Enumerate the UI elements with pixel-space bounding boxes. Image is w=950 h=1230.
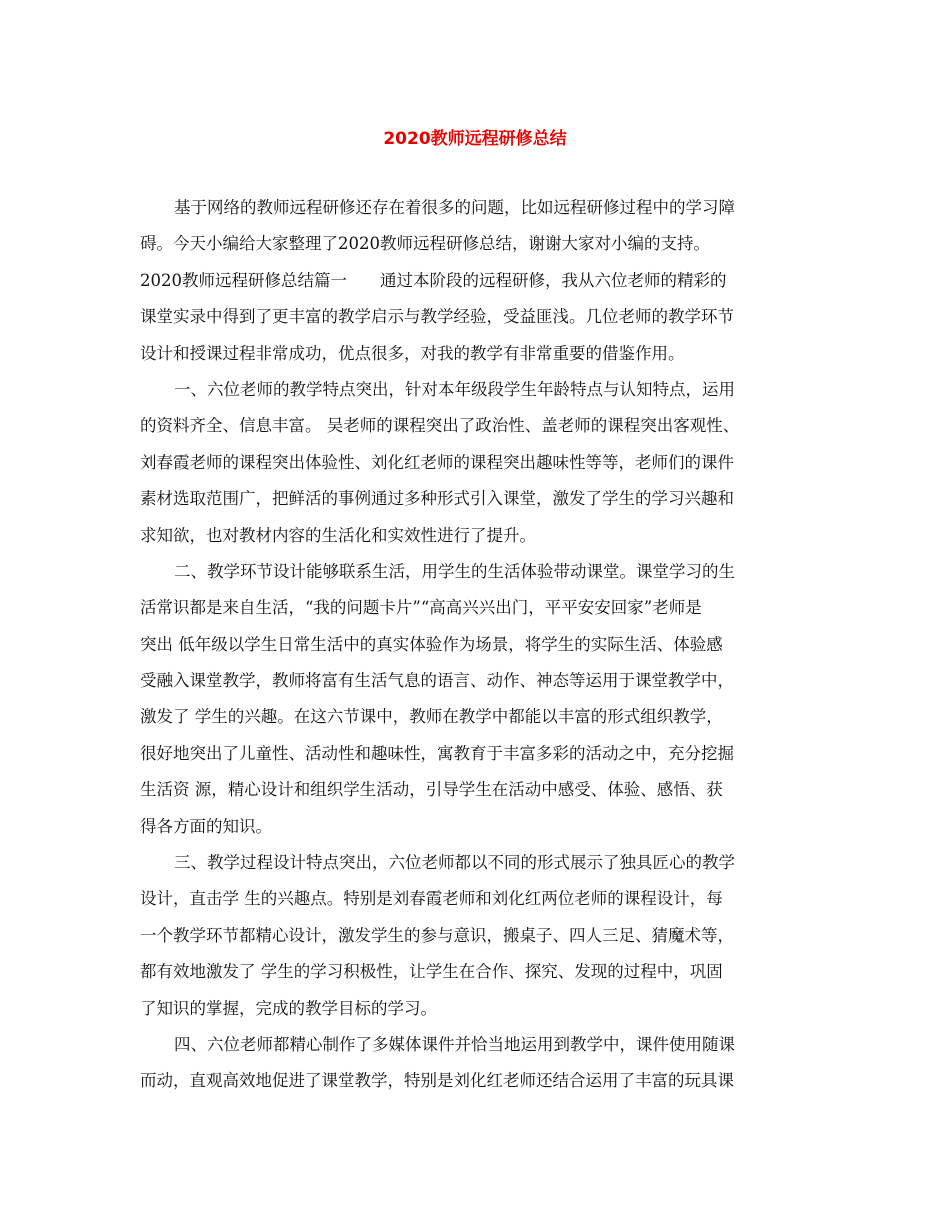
text-line: 激发了 学生的兴趣。在这六节课中，教师在教学中都能以丰富的形式组织教学， [140, 707, 723, 727]
text-line: 三、教学过程设计特点突出，六位老师都以不同的形式展示了独具匠心的教学 [174, 853, 735, 873]
text-line: 2020教师远程研修总结篇一 通过本阶段的远程研修，我从六位老师的精彩的 [140, 270, 727, 290]
text-line: 一个教学环节都精心设计，激发学生的参与意识，搬桌子、四人三足、猜魔术等， [140, 925, 734, 945]
text-line: 刘春霞老师的课程突出体验性、刘化红老师的课程突出趣味性等等，老师们的课件 [140, 452, 734, 472]
text-line: 的资料齐全、信息丰富。 吴老师的课程突出了政治性、盖老师的课程突出客观性、 [140, 416, 740, 436]
text-line: 四、六位老师都精心制作了多媒体课件并恰当地运用到教学中，课件使用随课 [174, 1034, 735, 1054]
text-line: 素材选取范围广，把鲜活的事例通过多种形式引入课堂，激发了学生的学习兴趣和 [140, 489, 734, 509]
text-line: 活常识都是来自生活，“我的问题卡片”“高高兴兴出门，平平安安回家”老师是 [140, 598, 702, 618]
document-body [140, 190, 820, 1100]
text-line: 突出 低年级以学生日常生活中的真实体验作为场景，将学生的实际生活、体验感 [140, 634, 723, 654]
text-line: 而动，直观高效地促进了课堂教学，特别是刘化红老师还结合运用了丰富的玩具课 [140, 1071, 734, 1091]
text-line: 设计和授课过程非常成功，优点很多，对我的教学有非常重要的借鉴作用。 [140, 343, 685, 363]
text-line: 都有效地激发了 学生的学习积极性，让学生在合作、探究、发现的过程中，巩固 [140, 962, 723, 982]
text-line: 很好地突出了儿童性、活动性和趣味性，寓教育于丰富多彩的活动之中，充分挖掘 [140, 743, 734, 763]
text-line: 得各方面的知识。 [140, 816, 272, 836]
document-title: 2020教师远程研修总结 [383, 129, 567, 149]
text-line: 二、教学环节设计能够联系生活，用学生的生活体验带动课堂。课堂学习的生 [174, 561, 735, 581]
text-line: 一、六位老师的教学特点突出，针对本年级段学生年龄特点与认知特点，运用 [174, 379, 735, 399]
text-line: 了知识的掌握，完成的教学目标的学习。 [140, 998, 437, 1018]
text-line: 生活资 源，精心设计和组织学生活动，引导学生在活动中感受、体验、感悟、获 [140, 780, 723, 800]
text-line: 求知欲，也对教材内容的生活化和实效性进行了提升。 [140, 525, 536, 545]
text-line: 课堂实录中得到了更丰富的教学启示与教学经验，受益匪浅。几位老师的教学环节 [140, 307, 734, 327]
text-line: 基于网络的教师远程研修还存在着很多的问题，比如远程研修过程中的学习障 [174, 198, 735, 217]
text-line: 设计，直击学 生的兴趣点。特别是刘春霞老师和刘化红两位老师的课程设计，每 [140, 889, 723, 909]
text-line: 受融入课堂教学，教师将富有生活气息的语言、动作、神态等运用于课堂教学中， [140, 671, 734, 691]
text-line: 碍。今天小编给大家整理了2020教师远程研修总结，谢谢大家对小编的支持。 [140, 234, 710, 254]
